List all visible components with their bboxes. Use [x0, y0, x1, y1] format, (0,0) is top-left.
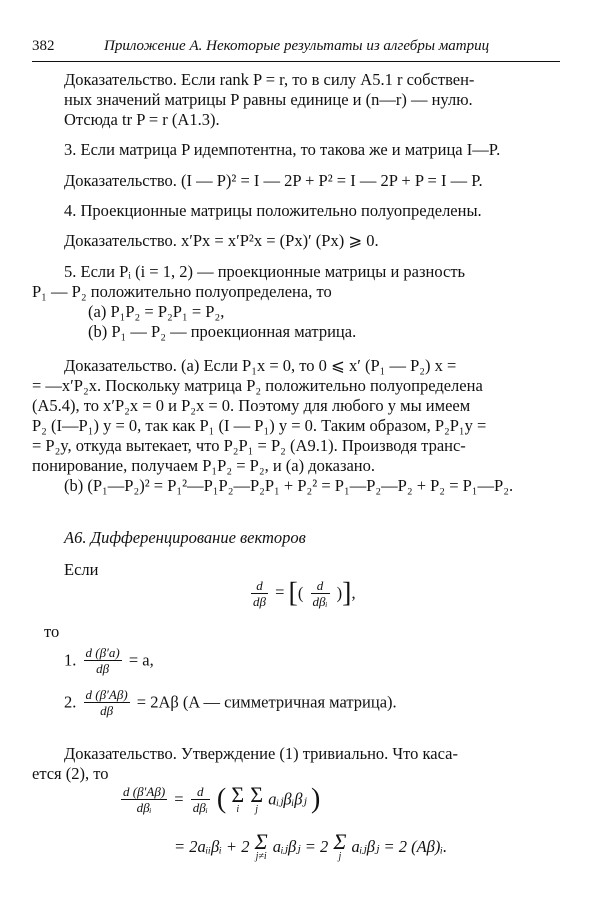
proof-5-line: Доказательство. (a) Если P₁x = 0, то 0 ⩽ x′ (P₁ — P₂) x = [64, 356, 457, 375]
page-number: 382 [32, 38, 55, 54]
equation-1: 1. $\frac{d (\beta'a)}{d\beta}$ = a, [64, 645, 154, 676]
text-line: то [44, 622, 60, 641]
fraction: $\frac{d (\beta'a)}{d\beta}$ [85, 645, 120, 676]
summation: Σ j≠i [254, 829, 268, 862]
summation: Σ i [231, 781, 245, 815]
statement-5-cont: P₁ — P₂ положительно полуопределена, то [32, 282, 332, 301]
fraction: $\frac{d}{\text{dβᵢ}}$ [192, 784, 208, 815]
text-line: Отсюда tr P = r (A1.3). [64, 110, 220, 129]
equation-2: 2. $\frac{d (\beta'A\beta)}{d\beta}$ = 2Aβ (A — симметричная матрица). [64, 687, 397, 718]
proof-5-line: (A5.4), то x′P₂x = 0 и P₂x = 0. Поэтому для любого y мы имеем [32, 396, 471, 415]
statement-4: 4. Проекционные матрицы положительно полуопределены. [64, 201, 482, 220]
proof-a6: Доказательство. Утверждение (1) тривиально. Что каса- [64, 744, 458, 763]
proof-equation-line1: $\frac{d (\beta'A\beta)}{\text{dβᵢ}}$ = $\frac{d}{\text{dβᵢ}}$ ( Σ i Σ j aᵢⱼβᵢβⱼ ) [123, 781, 321, 815]
text-line: Если [64, 560, 99, 579]
proof-a6-cont: ется (2), то [32, 764, 109, 783]
summation: Σ j [250, 781, 264, 815]
running-header [32, 38, 560, 55]
proof-5-line: = P₂y, откуда вытекает, что P₂P₁ = P₂ (A9.1). Производя транс- [32, 436, 466, 455]
derivative-definition: $\frac{d}{d\beta}$ = [( $\frac{d}{\text{dβᵢ}}$ )], [253, 577, 356, 609]
header-rule [32, 61, 560, 62]
section-heading: A6. Дифференцирование векторов [64, 528, 306, 547]
text-line: Доказательство. Если rank P = r, то в силу A5.1 r собствен- [64, 70, 475, 89]
proof-5-line: P₂ (I—P₁) y = 0, так как P₁ (I — P₁) y = 0. Таким образом, P₂P₁y = [32, 416, 487, 435]
running-title: Приложение А. Некоторые результаты из алгебры матриц [104, 38, 490, 54]
fraction: $\frac{d (\beta'A\beta)}{d\beta}$ [85, 687, 128, 718]
text-line: ных значений матрицы P равны единице и (n—r) — нулю. [64, 90, 473, 109]
proof-equation-line2: = 2aᵢᵢβᵢ + 2 Σ j≠i aᵢⱼβⱼ = 2 Σ j aᵢⱼβⱼ = 2 (Aβ)ᵢ. [174, 829, 448, 862]
proof-5b: (b) (P₁—P₂)² = P₁²—P₁P₂—P₂P₁ + P₂² = P₁—P₂—P₂ + P₂ = P₁—P₂. [64, 476, 514, 495]
proof-3: Доказательство. (I — P)² = I — 2P + P² = I — 2P + P = I — P. [64, 171, 483, 190]
proof-5-line: понирование, получаем P₁P₂ = P₂, и (a) доказано. [32, 456, 375, 475]
fraction: $\frac{d (\beta'A\beta)}{\text{dβᵢ}}$ [123, 784, 166, 815]
proof-4: Доказательство. x′Px = x′P²x = (Px)′ (Px) ⩾ 0. [64, 231, 379, 250]
statement-5: 5. Если Pᵢ (i = 1, 2) — проекционные матрицы и разность [64, 262, 466, 281]
statement-3: 3. Если матрица P идемпотентна, то такова же и матрица I—P. [64, 140, 501, 159]
fraction: $\frac{d}{d\beta}$ [253, 578, 266, 609]
proof-5-line: = —x′P₂x. Поскольку матрица P₂ положительно полуопределена [32, 376, 483, 395]
summation: Σ j [333, 829, 347, 862]
statement-5b: (b) P₁ — P₂ — проекционная матрица. [88, 322, 357, 341]
statement-5a: (a) P₁P₂ = P₂P₁ = P₂, [88, 302, 225, 321]
fraction: $\frac{d}{\text{dβᵢ}}$ [312, 578, 328, 609]
